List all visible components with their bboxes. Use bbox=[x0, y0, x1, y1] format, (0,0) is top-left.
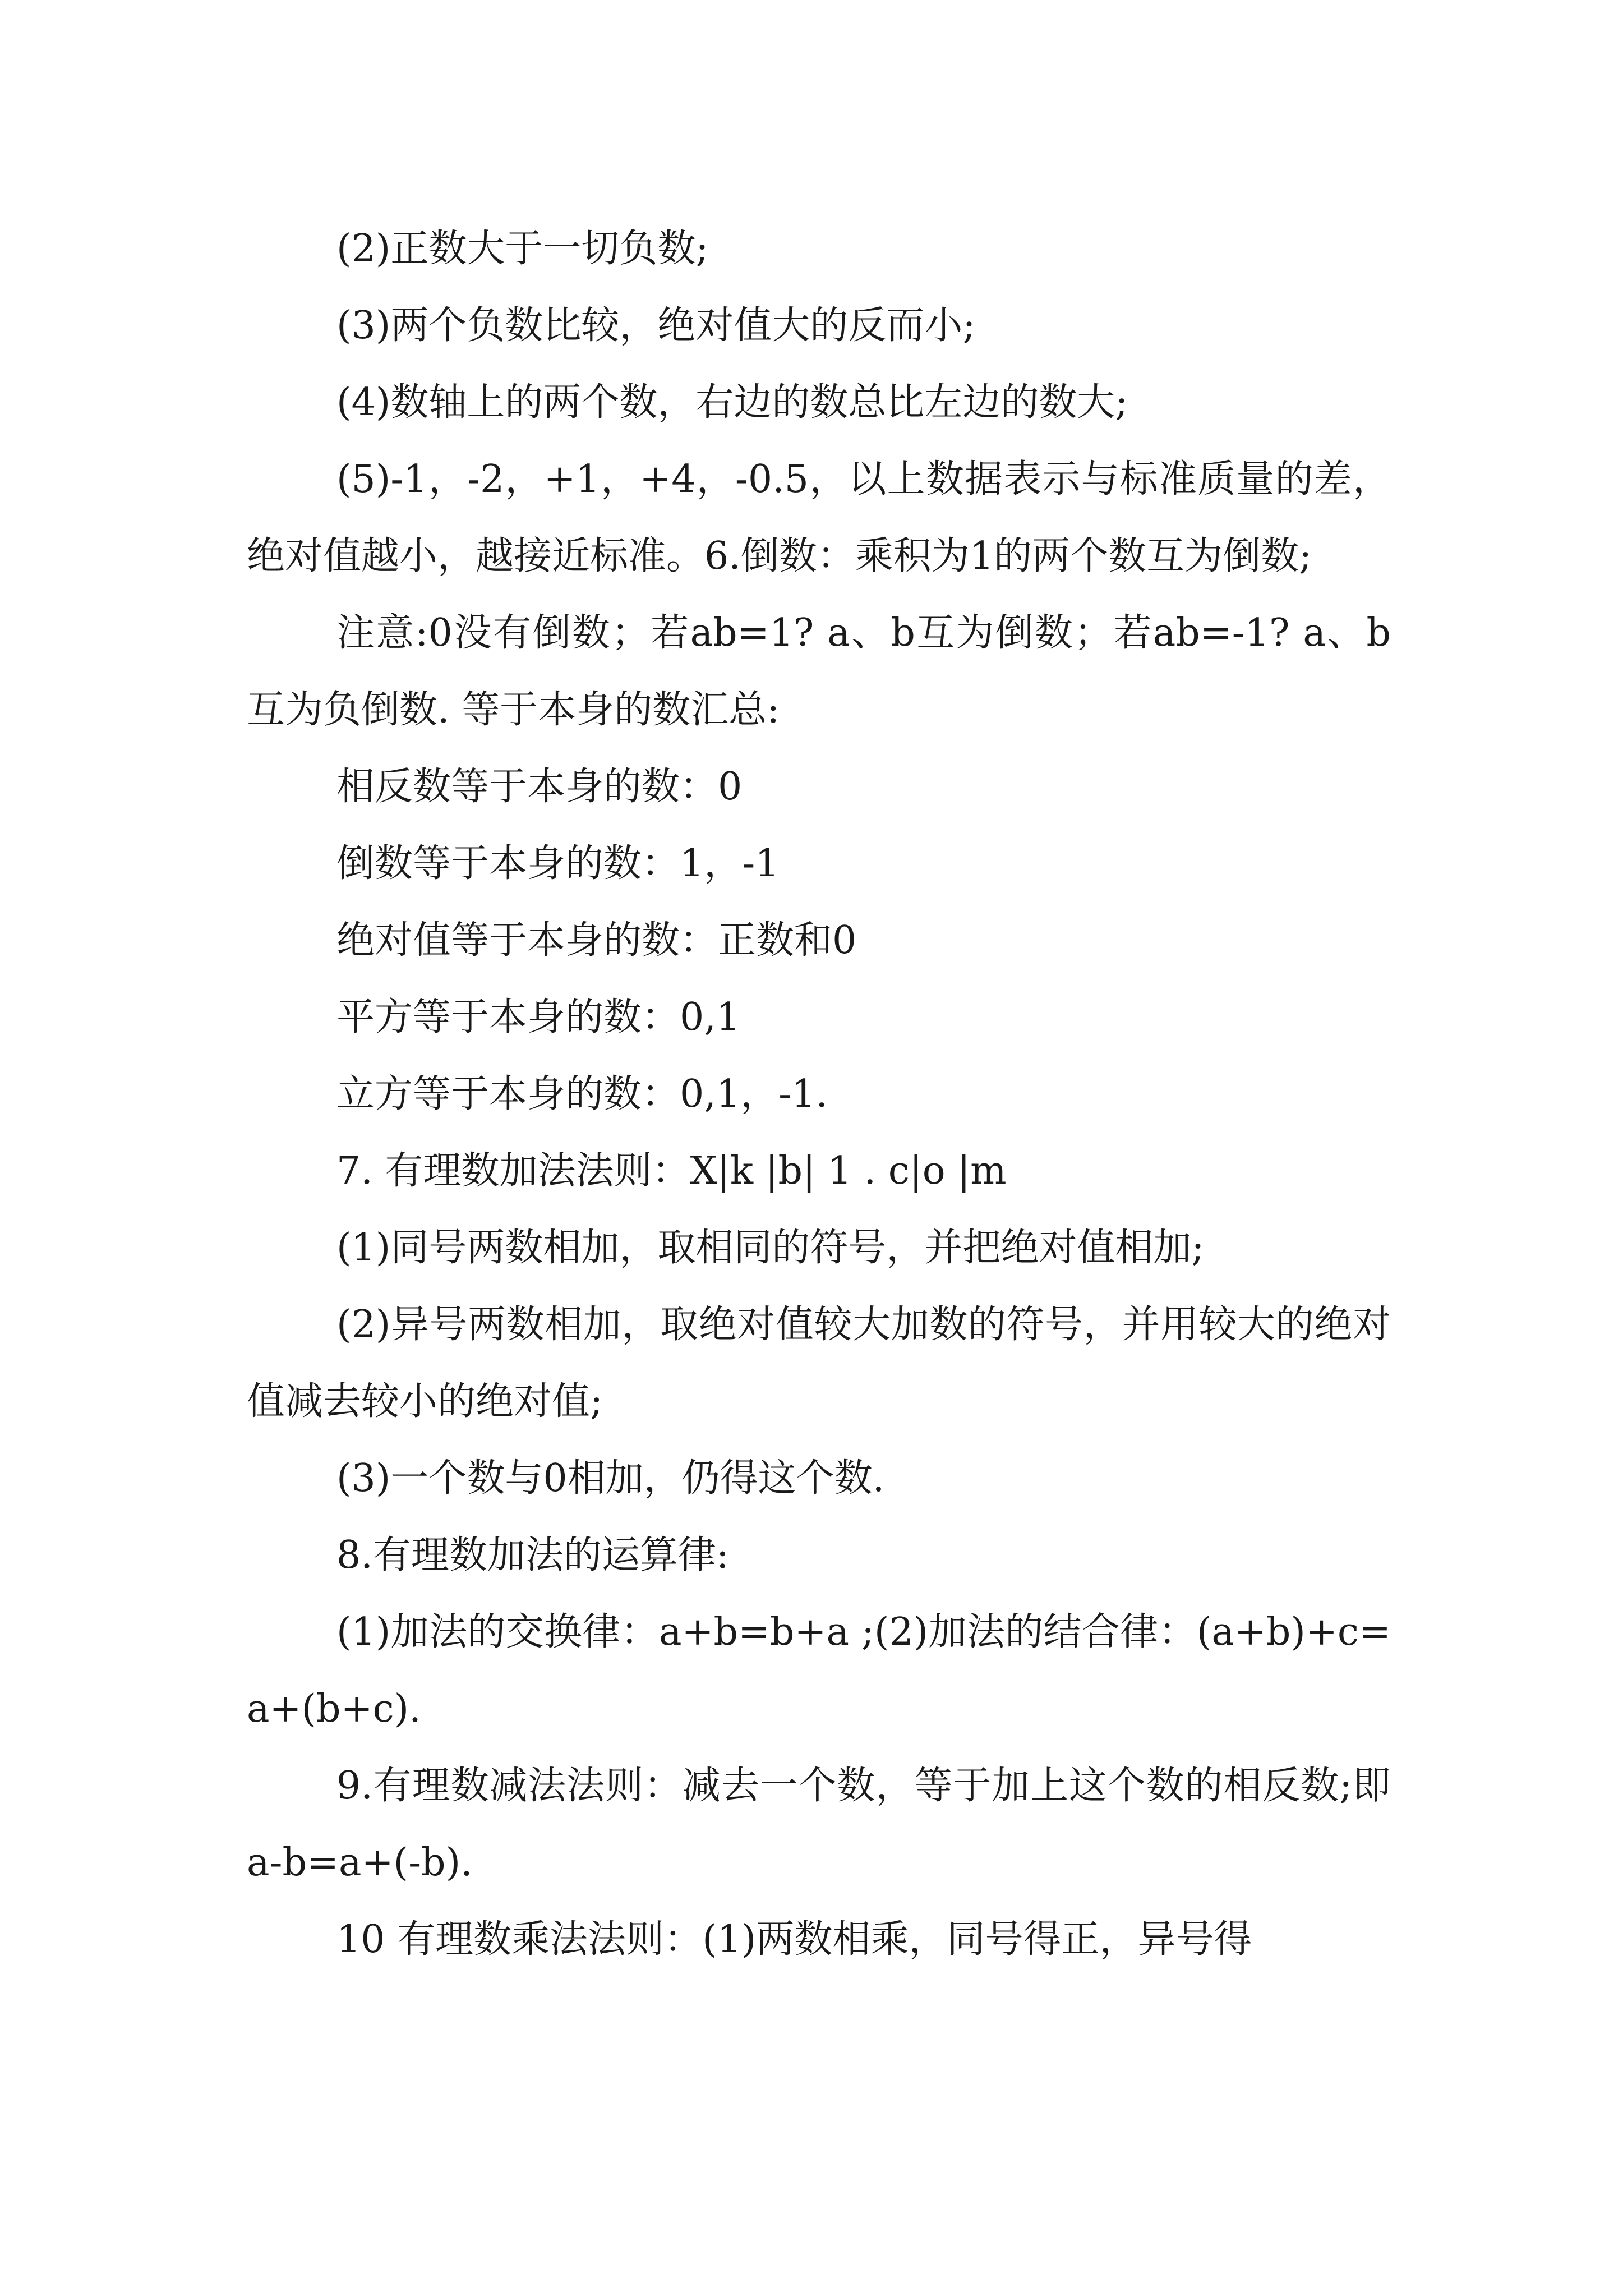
paragraph-rule-5-reciprocal: (5)-1，-2，+1，+4，-0.5，以上数据表示与标准质量的差，绝对值越小，越接近标准。6.倒数：乘积为1的两个数互为倒数; bbox=[247, 457, 1391, 578]
paragraph-rule-4: (4)数轴上的两个数，右边的数总比左边的数大; bbox=[336, 380, 1128, 425]
paragraph-cube-self: 立方等于本身的数：0,1，-1. bbox=[336, 1072, 828, 1116]
paragraph-note-zero: 注意:0没有倒数；若ab=1? a、b互为倒数；若ab=-1? a、b互为负倒数. 等于本身的数汇总: bbox=[247, 611, 1391, 732]
paragraph-addition-different-sign: (2)异号两数相加，取绝对值较大加数的符号，并用较大的绝对值减去较小的绝对值; bbox=[247, 1303, 1391, 1424]
paragraph-square-self: 平方等于本身的数：0,1 bbox=[336, 995, 741, 1039]
paragraph-addition-zero: (3)一个数与0相加，仍得这个数. bbox=[336, 1456, 885, 1501]
paragraph-absolute-self: 绝对值等于本身的数：正数和0 bbox=[336, 918, 857, 963]
document-body bbox=[247, 210, 1391, 1978]
paragraph-addition-same-sign: (1)同号两数相加，取相同的符号，并把绝对值相加; bbox=[336, 1226, 1205, 1270]
paragraph-multiplication-rule: 10 有理数乘法法则：(1)两数相乘，同号得正，异号得 bbox=[336, 1917, 1252, 1962]
paragraph-rule-3: (3)两个负数比较，绝对值大的反而小; bbox=[336, 303, 976, 348]
paragraph-opposite-self: 相反数等于本身的数：0 bbox=[336, 765, 743, 809]
paragraph-addition-rule-heading: 7. 有理数加法法则：X|k |b| 1 . c|o |m bbox=[336, 1149, 1007, 1193]
paragraph-addition-laws-heading: 8.有理数加法的运算律: bbox=[336, 1533, 729, 1577]
paragraph-addition-laws: (1)加法的交换律：a+b=b+a ;(2)加法的结合律：(a+b)+c=a+(b+c). bbox=[247, 1610, 1391, 1731]
paragraph-reciprocal-self: 倒数等于本身的数：1，-1 bbox=[336, 841, 780, 886]
paragraph-rule-2: (2)正数大于一切负数; bbox=[336, 227, 709, 271]
paragraph-subtraction-rule: 9.有理数减法法则：减去一个数，等于加上这个数的相反数;即a-b=a+(-b). bbox=[247, 1764, 1391, 1885]
